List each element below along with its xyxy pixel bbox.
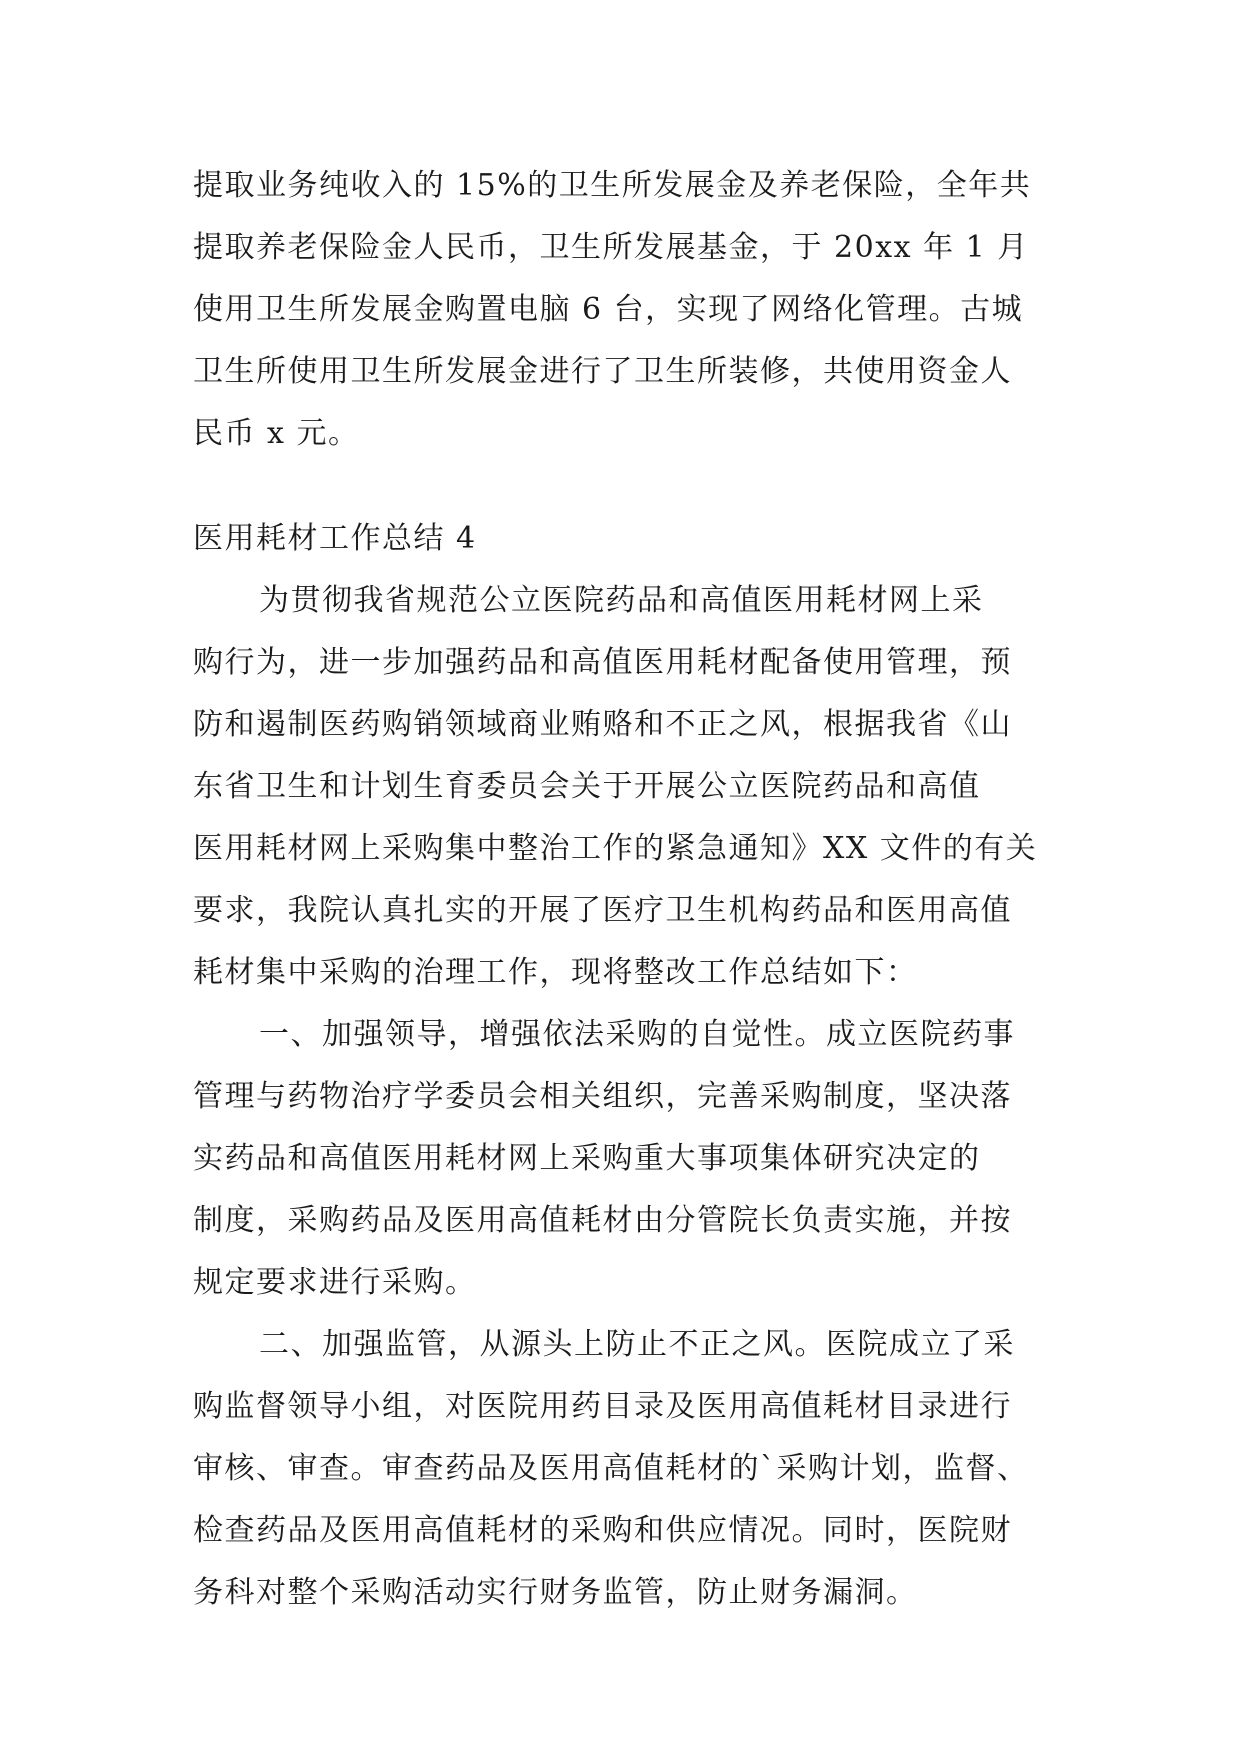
text-line: 要求，我院认真扎实的开展了医疗卫生机构药品和医用高值 [193, 893, 1012, 928]
text-line: 提取养老保险金人民币，卫生所发展基金，于 20xx 年 1 月 [193, 230, 1029, 265]
text-line: 提取业务纯收入的 15%的卫生所发展金及养老保险，全年共 [193, 168, 1032, 203]
text-line: 一、加强领导，增强依法采购的自觉性。成立医院药事 [259, 1017, 1015, 1052]
text-line: 二、加强监管，从源头上防止不正之风。医院成立了采 [259, 1327, 1015, 1362]
text-line: 卫生所使用卫生所发展金进行了卫生所装修，共使用资金人 [193, 354, 1012, 389]
text-line: 管理与药物治疗学委员会相关组织，完善采购制度，坚决落 [193, 1079, 1012, 1114]
text-line: 实药品和高值医用耗材网上采购重大事项集体研究决定的 [193, 1141, 981, 1176]
text-line: 制度，采购药品及医用高值耗材由分管院长负责实施，并按 [193, 1203, 1012, 1238]
section-heading-text: 医用耗材工作总结 4 [193, 521, 477, 556]
text-line: 耗材集中采购的治理工作，现将整改工作总结如下： [193, 955, 918, 990]
text-line: 购监督领导小组，对医院用药目录及医用高值耗材目录进行 [193, 1389, 1012, 1424]
text-line: 东省卫生和计划生育委员会关于开展公立医院药品和高值 [193, 769, 981, 804]
text-line: 规定要求进行采购。 [193, 1265, 477, 1300]
text-line: 使用卫生所发展金购置电脑 6 台，实现了网络化管理。古城 [193, 292, 1024, 327]
text-line: 务科对整个采购活动实行财务监管，防止财务漏洞。 [193, 1575, 918, 1610]
text-line: 购行为，进一步加强药品和高值医用耗材配备使用管理，预 [193, 645, 1012, 680]
text-line: 为贯彻我省规范公立医院药品和高值医用耗材网上采 [259, 583, 984, 618]
text-line: 审核、审查。审查药品及医用高值耗材的`采购计划，监督、 [193, 1451, 1029, 1486]
text-line: 医用耗材网上采购集中整治工作的紧急通知》XX 文件的有关 [193, 831, 1038, 866]
intro-paragraph [193, 155, 1073, 465]
section-heading [193, 508, 1073, 570]
text-line: 防和遏制医药购销领域商业贿赂和不正之风，根据我省《山 [193, 707, 1012, 742]
body-paragraphs [193, 570, 1073, 1624]
text-line: 民币 x 元。 [193, 416, 360, 451]
text-line: 检查药品及医用高值耗材的采购和供应情况。同时，医院财 [193, 1513, 1012, 1548]
